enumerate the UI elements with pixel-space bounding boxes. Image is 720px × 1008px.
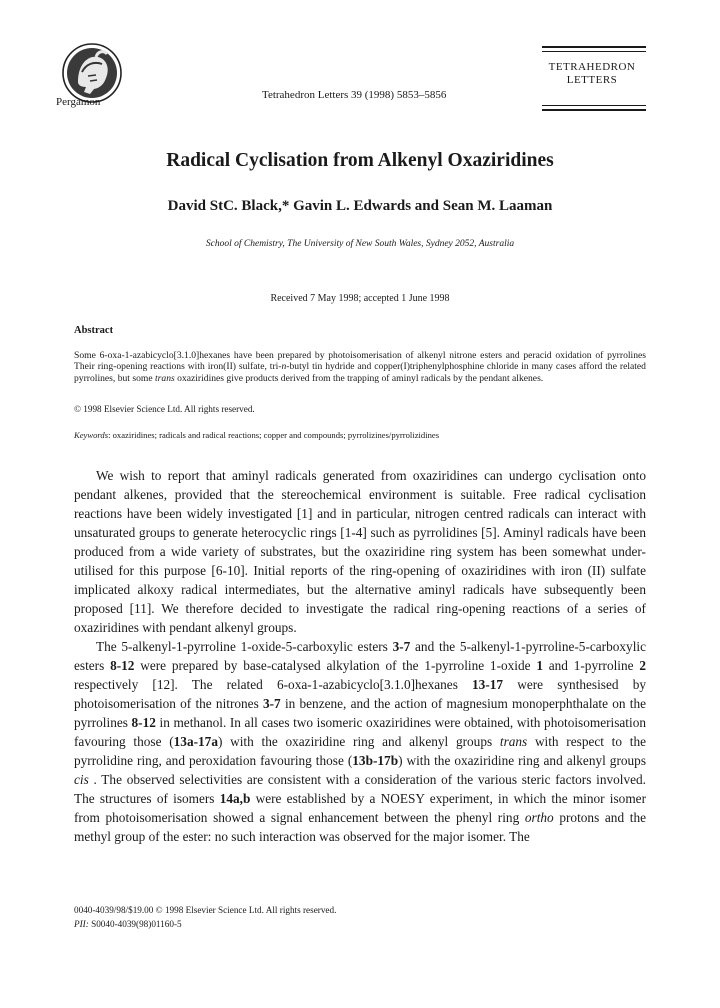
pergamon-helmet-logo-icon (60, 42, 124, 104)
author-affiliation: School of Chemistry, The University of New South Wales, Sydney 2052, Australia (205, 239, 515, 249)
journal-name (538, 61, 646, 87)
article-title: Radical Cyclisation from Alkenyl Oxaziridines (166, 150, 554, 171)
keywords-list: : oxaziridines; radicals and radical reactions; copper and compounds; pyrrolizines/pyrrolizidines (108, 430, 440, 440)
header-rule-bottom (542, 109, 646, 111)
journal-reference: Tetrahedron Letters 39 (1998) 5853–5856 (262, 89, 447, 101)
keywords-label: Keywords (74, 430, 109, 440)
footer-issn-copyright: 0040-4039/98/$19.00 © 1998 Elsevier Science Ltd. All rights reserved. (74, 905, 337, 915)
pii-label: PII: (74, 919, 89, 929)
abstract-text: Some 6-oxa-1-azabicyclo[3.1.0]hexanes have been prepared by photoisomerisation of alkenyl nitrone esters and peracid oxidation of pyrrolines Their ring-opening reactions with iron(II) sulfate, tri-n-butyl tin hydride and copper(I)triphenylphosphine chloride in many cases afford the related pyrrolines, but some trans oxaziridines give products derived from the trapping of aminyl radicals by the pendant alkenes. (74, 350, 646, 384)
footer-pii (74, 919, 182, 929)
body-text (74, 466, 646, 846)
pii-value: S0040-4039(98)01160-5 (88, 919, 182, 929)
header-rule-top-thin (542, 51, 646, 52)
abstract-copyright: © 1998 Elsevier Science Ltd. All rights reserved. (74, 404, 255, 414)
abstract-heading: Abstract (74, 325, 114, 336)
header-rule-bottom-thin (542, 105, 646, 106)
header-rule-top (542, 46, 646, 48)
journal-name-line2: LETTERS (566, 74, 618, 86)
body-paragraph-2: The 5-alkenyl-1-pyrroline 1-oxide-5-carboxylic esters 3-7 and the 5-alkenyl-1-pyrroline-5-carboxylic esters 8-12 were prepared by base-catalysed alkylation of the 1-pyrroline 1-oxide 1 and 1-pyrroline 2 respectively [12]. The related 6-oxa-1-azabicyclo[3.1.0]hexanes 13-17 were synthesised by photoisomerisation of the nitrones 3-7 in benzene, and the action of magnesium monoperphthalate on the pyrrolines 8-12 in methanol. In all cases two isomeric oxaziridines were obtained, with photoisomerisation favouring those (13a-17a) with the oxaziridine ring and alkenyl groups trans with respect to the pyrrolidine ring, and peroxidation favouring those (13b-17b) with the oxaziridine ring and alkenyl groups cis . The observed selectivities are consistent with a consideration of the various steric factors involved. The structures of isomers 14a,b were established by a NOESY experiment, in which the minor isomer from photoisomerisation showed a signal enhancement between the phenyl ring ortho protons and the methyl group of the ester: no such interaction was observed for the major isomer. The (74, 639, 647, 844)
keywords (74, 430, 646, 440)
publisher-name: Pergamon (56, 96, 101, 108)
body-paragraph-1: We wish to report that aminyl radicals generated from oxaziridines can undergo cyclisation onto pendant alkenes, provided that the stereochemical environment is suitable. Free radical cyclisation reactions have been widely investigated [1] and in particular, nitrogen centred radicals can interact with unsaturated groups to generate heterocyclic rings [1-4] such as pyrrolidines [5]. Aminyl radicals have been produced from a wide variety of substrates, but the oxaziridine ring system has been somewhat under-utilised for this purpose [6-10]. Initial reports of the ring-opening of oxaziridines with iron (II) sulfate implicated alkoxy radical intermediates, but the alternative aminyl radicals have subsequently been proposed [11]. We therefore decided to investigate the radical ring-opening reactions of a series of oxaziridines with pendant alkenyl groups. (74, 468, 646, 635)
article-authors: David StC. Black,* Gavin L. Edwards and Sean M. Laaman (167, 198, 553, 214)
received-dates: Received 7 May 1998; accepted 1 June 1998 (270, 293, 450, 304)
journal-name-line1: TETRAHEDRON (548, 61, 636, 73)
